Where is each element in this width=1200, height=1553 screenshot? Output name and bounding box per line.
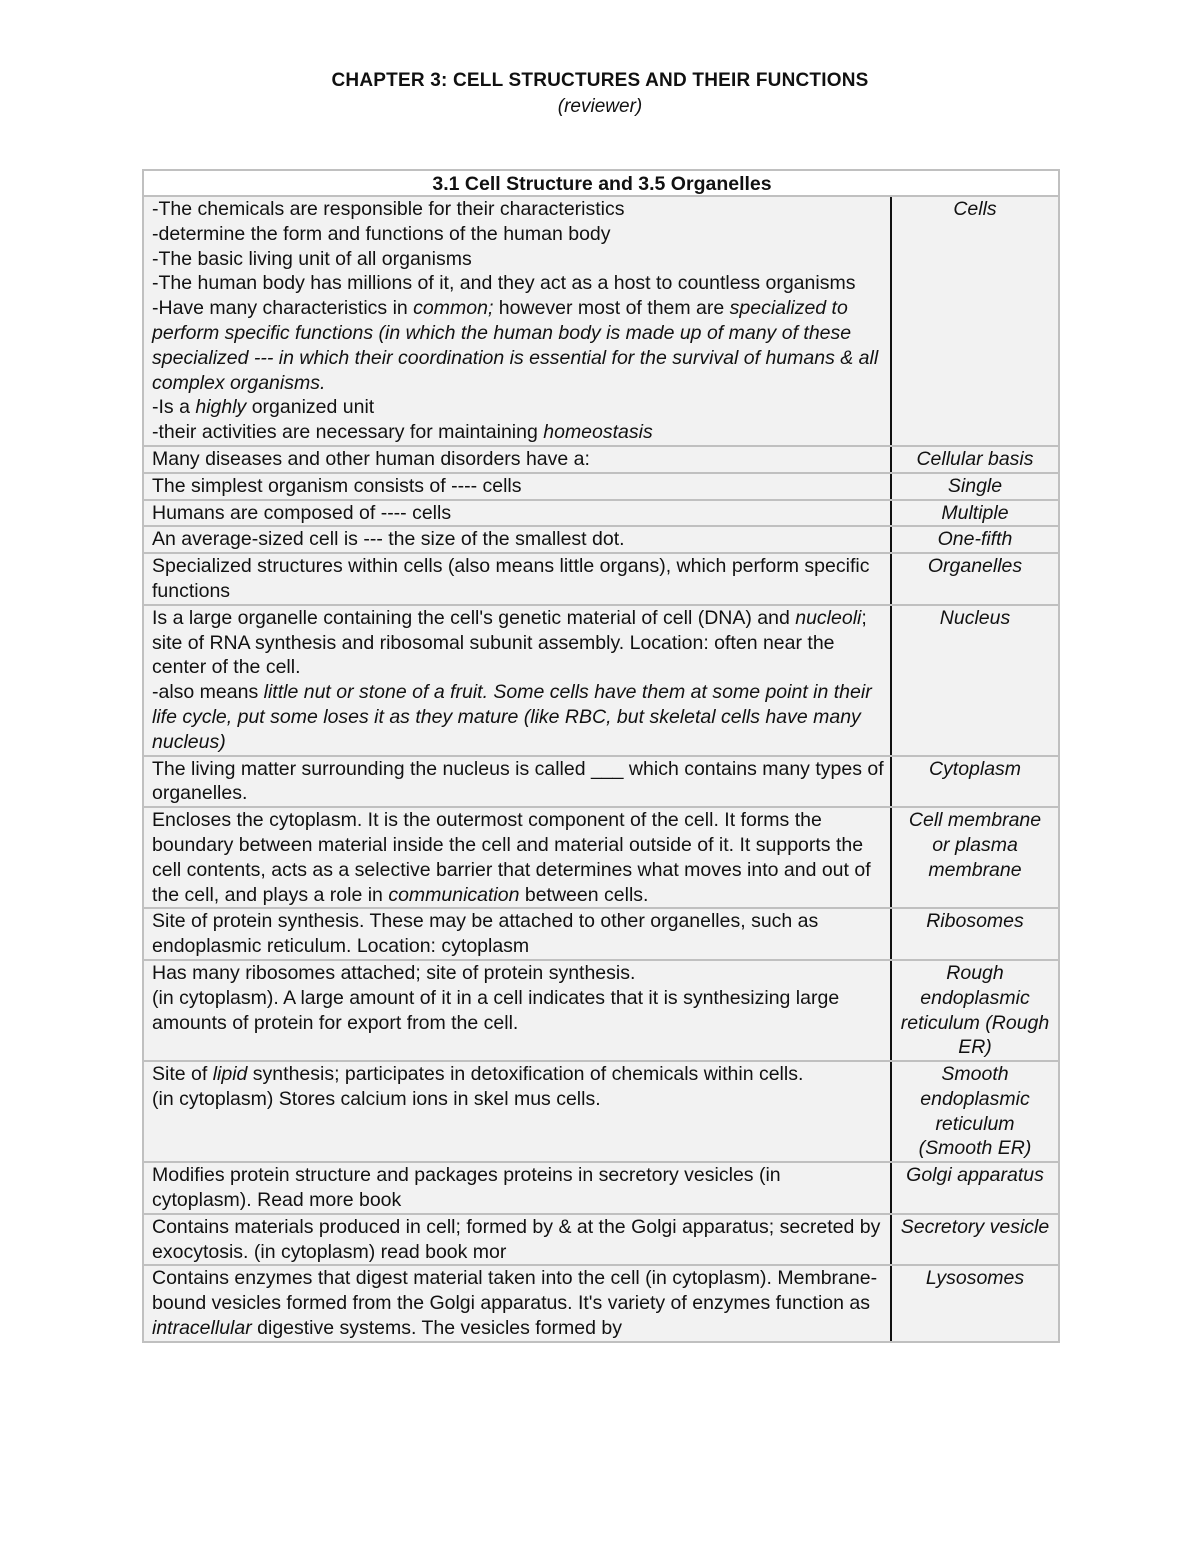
table-row: [143, 553, 1059, 605]
definition-cell: [143, 960, 891, 1061]
definition-text-italic: homeostasis: [543, 421, 653, 444]
definition-cell: [143, 807, 891, 908]
definition-text: Humans are composed of ---- cells: [152, 501, 452, 524]
definition-line: [152, 271, 884, 296]
table-row: [143, 960, 1059, 1061]
definition-line: [152, 527, 884, 552]
definition-line: [152, 474, 884, 499]
table-row: [143, 1214, 1059, 1266]
term-cell: Cellular basis: [891, 446, 1059, 473]
term-cell: Cell membrane or plasma membrane: [891, 807, 1059, 908]
definition-text: -their activities are necessary for maintaining: [152, 421, 544, 444]
definition-text: (in cytoplasm) Stores calcium ions in skel mus cells.: [152, 1087, 601, 1110]
term-cell: Multiple: [891, 500, 1059, 527]
definition-text-italic: intracellular: [152, 1317, 252, 1340]
definition-text: Modifies protein structure and packages proteins in secretory vesicles (in cytoplasm). Read more book: [152, 1164, 781, 1212]
term-cell: Ribosomes: [891, 908, 1059, 960]
definition-text: Site of protein synthesis. These may be attached to other organelles, such as endoplasmic reticulum. Location: cytoplasm: [152, 910, 819, 958]
definition-text: -Have many characteristics in: [152, 297, 414, 320]
definition-text-italic: nucleoli: [795, 606, 862, 629]
definition-text: Encloses the cytoplasm. It is the outermost component of the cell. It forms the boundary between material inside the cell and material outside of it. It supports the cell contents, acts as a selective barrier that determines what moves into and out of the cell, and plays a role in: [152, 809, 871, 906]
definition-text: Contains materials produced in cell; formed by & at the Golgi apparatus; secreted by exocytosis. (in cytoplasm) read book mor: [152, 1215, 881, 1263]
table-row: [143, 526, 1059, 553]
term-cell: Cytoplasm: [891, 756, 1059, 808]
term-cell: Organelles: [891, 553, 1059, 605]
definition-text: The living matter surrounding the nucleus is called ___ which contains many types of organelles.: [152, 757, 884, 805]
definition-cell: [143, 756, 891, 808]
definition-cell: [143, 1265, 891, 1341]
definition-line: [152, 757, 884, 807]
definition-text: -The basic living unit of all organisms: [152, 247, 472, 270]
table-row: [143, 1162, 1059, 1214]
definition-text: Has many ribosomes attached; site of protein synthesis.: [152, 961, 636, 984]
definition-text: between cells.: [519, 883, 649, 906]
definition-cell: [143, 553, 891, 605]
definition-line: [152, 420, 884, 445]
definition-line: [152, 296, 884, 395]
definition-text: An average-sized cell is --- the size of the smallest dot.: [152, 528, 625, 551]
table-row: [143, 1061, 1059, 1162]
definition-text: -Is a: [152, 396, 196, 419]
definition-text-italic: highly: [195, 396, 247, 419]
table-header-row: [143, 170, 1059, 196]
term-cell: Golgi apparatus: [891, 1162, 1059, 1214]
definition-line: [152, 395, 884, 420]
definition-text: Specialized structures within cells (also means little organs), which perform specific functions: [152, 555, 870, 602]
definition-line: [152, 222, 884, 247]
definition-line: [152, 447, 884, 472]
definition-text-italic: specialized to perform specific functions (in which the human body is made up of many of these specialized --- in which their coordination is essential for the survival of humans & all complex organisms.: [152, 297, 879, 394]
definition-text: -The chemicals are responsible for their characteristics: [152, 198, 625, 220]
definition-line: [152, 1215, 884, 1265]
definition-cell: [143, 605, 891, 756]
definition-line: [152, 1087, 884, 1112]
definition-text: ; site of RNA synthesis and ribosomal subunit assembly. Location: often near the center of the cell.: [152, 606, 867, 679]
definition-line: [152, 606, 884, 680]
definition-cell: [143, 1214, 891, 1266]
term-cell: Single: [891, 473, 1059, 500]
reviewer-table: [142, 169, 1060, 1343]
definition-line: [152, 247, 884, 272]
term-cell: Secretory vesicle: [891, 1214, 1059, 1266]
definition-text: organized unit: [246, 396, 375, 419]
definition-cell: [143, 473, 891, 500]
term-cell: Rough endoplasmic reticulum (Rough ER): [891, 960, 1059, 1061]
document-title: CHAPTER 3: CELL STRUCTURES AND THEIR FUNCTIONS: [331, 70, 869, 91]
definition-line: [152, 909, 884, 959]
definition-line: [152, 961, 884, 986]
definition-line: [152, 501, 884, 526]
document-subtitle: (reviewer): [557, 96, 643, 117]
definition-line: [152, 808, 884, 907]
definition-line: [152, 680, 884, 754]
definition-text-italic: little nut or stone of a fruit. Some cells have them at some point in their life cycle, put some loses it as they mature (like RBC, but skeletal cells have many nucleus): [152, 681, 872, 753]
definition-cell: [143, 908, 891, 960]
definition-text: Site of: [152, 1063, 213, 1086]
table-header: 3.1 Cell Structure and 3.5 Organelles: [143, 170, 1059, 196]
definition-text: -also means: [152, 681, 264, 704]
table-row: [143, 756, 1059, 808]
definition-cell: [143, 1162, 891, 1214]
term-cell: Lysosomes: [891, 1265, 1059, 1341]
definition-text: (in cytoplasm). A large amount of it in a cell indicates that it is synthesizing large amounts of protein for export from the cell.: [152, 986, 840, 1034]
definition-text-italic: lipid: [212, 1063, 248, 1086]
definition-line: [152, 1062, 884, 1087]
definition-cell: [143, 500, 891, 527]
definition-line: [152, 1163, 884, 1213]
table-row: [143, 908, 1059, 960]
table-body: [143, 196, 1059, 1342]
term-cell: Smooth endoplasmic reticulum (Smooth ER): [891, 1061, 1059, 1162]
definition-cell: [143, 1061, 891, 1162]
table-row: [143, 605, 1059, 756]
definition-cell: [143, 196, 891, 446]
definition-text-italic: common;: [413, 297, 494, 320]
term-cell: Cells: [891, 196, 1059, 446]
definition-text: Many diseases and other human disorders have a:: [152, 447, 590, 470]
definition-text: digestive systems. The vesicles formed by: [251, 1317, 622, 1340]
definition-text: -The human body has millions of it, and they act as a host to countless organisms: [152, 272, 856, 295]
definition-cell: [143, 526, 891, 553]
definition-text: Is a large organelle containing the cell's genetic material of cell (DNA) and: [152, 606, 796, 629]
definition-text: -determine the form and functions of the human body: [152, 222, 611, 245]
definition-line: [152, 554, 884, 604]
table-row: [143, 1265, 1059, 1341]
term-cell: One-fifth: [891, 526, 1059, 553]
table-row: [143, 807, 1059, 908]
definition-line: [152, 986, 884, 1036]
table-row: [143, 196, 1059, 446]
definition-line: [152, 197, 884, 222]
definition-text-italic: communication: [388, 883, 520, 906]
definition-cell: [143, 446, 891, 473]
table-row: [143, 500, 1059, 527]
term-cell: Nucleus: [891, 605, 1059, 756]
table-row: [143, 446, 1059, 473]
definition-text: however most of them are: [493, 297, 730, 320]
definition-line: [152, 1266, 884, 1340]
definition-text: The simplest organism consists of ---- cells: [152, 474, 522, 497]
table-row: [143, 473, 1059, 500]
definition-text: Contains enzymes that digest material taken into the cell (in cytoplasm). Membrane-bound vesicles formed from the Golgi apparatus. It's variety of enzymes function as: [152, 1267, 878, 1315]
definition-text: synthesis; participates in detoxification of chemicals within cells.: [247, 1063, 804, 1086]
